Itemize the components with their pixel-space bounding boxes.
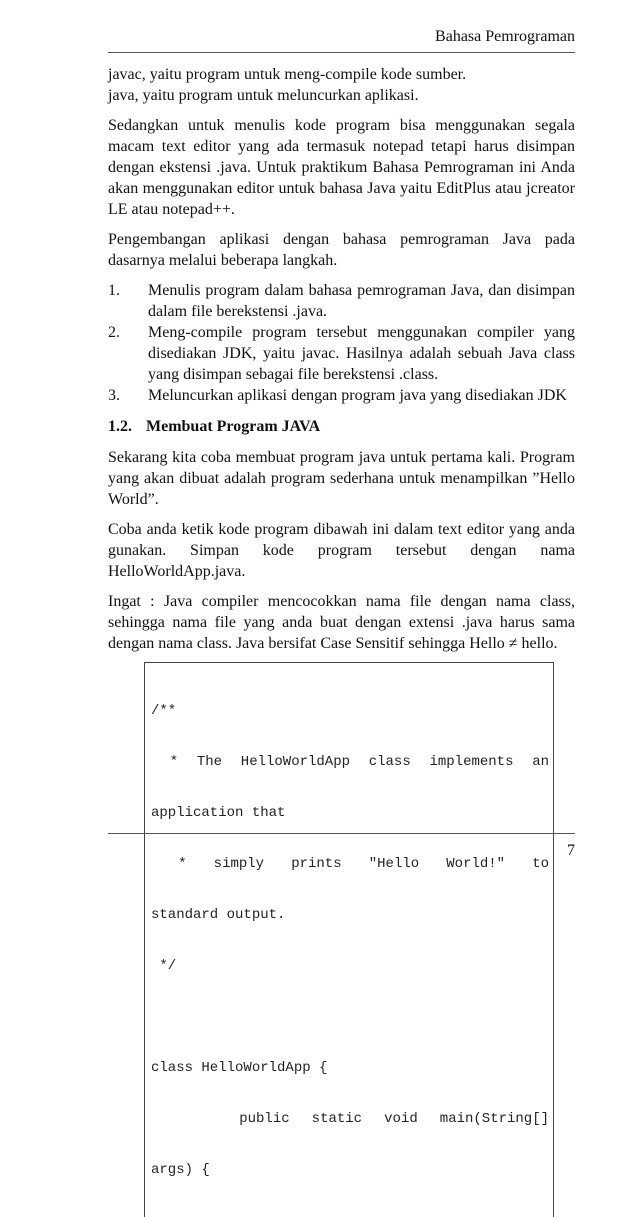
list-item-text: Meng-compile program tersebut menggunakan compiler yang disediakan JDK, yaitu javac. Hasilnya adalah sebuah Java class yang disimpan sebagai file berekstensi .class. — [148, 324, 575, 383]
running-title: Bahasa Pemrograman — [435, 28, 575, 45]
page-content — [108, 64, 575, 1217]
section-number: 1.2. — [108, 418, 132, 435]
section-title: Membuat Program JAVA — [146, 418, 321, 435]
paragraph-java: java, yaitu program untuk meluncurkan aplikasi. — [108, 87, 419, 104]
paragraph-javac: javac, yaitu program untuk meng-compile kode sumber. — [108, 66, 467, 83]
code-line: * The HelloWorldApp class implements an — [151, 754, 550, 770]
code-listing — [144, 662, 554, 1217]
section-heading — [108, 416, 575, 437]
page-number: 7 — [567, 842, 575, 859]
code-line: */ — [151, 958, 177, 974]
list-item-text: Meluncurkan aplikasi dengan program java yang disediakan JDK — [148, 387, 567, 404]
code-line: * simply prints "Hello World!" to — [151, 856, 550, 872]
code-line: args) { — [151, 1162, 210, 1178]
code-line — [151, 1009, 549, 1026]
running-header — [108, 28, 575, 53]
paragraph-editor: Sedangkan untuk menulis kode program bisa menggunakan segala macam text editor yang ada termasuk notepad tetapi harus disimpan dengan ekstensi .java. Untuk praktikum Bahasa Pemrograman ini Anda akan menggunakan editor untuk bahasa Java yaitu EditPlus atau jcreator LE atau notepad++. — [108, 117, 575, 218]
list-item-text: Menulis program dalam bahasa pemrograman Java, dan disimpan dalam file berekstensi .java. — [148, 282, 575, 320]
paragraph-note: Ingat : Java compiler mencocokkan nama file dengan nama class, sehingga nama file yang anda buat dengan extensi .java harus sama dengan nama class. Java bersifat Case Sensitif sehingga Hello ≠ hello. — [108, 593, 575, 652]
steps-list — [108, 280, 575, 406]
footer-rule — [108, 833, 575, 834]
list-item-number: 3. — [108, 387, 120, 404]
paragraph-type-code: Coba anda ketik kode program dibawah ini dalam text editor yang anda gunakan. Simpan kode program tersebut dengan nama HelloWorldApp.java. — [108, 521, 575, 580]
code-line: class HelloWorldApp { — [151, 1060, 328, 1076]
list-item — [108, 385, 575, 406]
paragraph-steps-intro: Pengembangan aplikasi dengan bahasa pemrograman Java pada dasarnya melalui beberapa langkah. — [108, 231, 575, 269]
code-line: public static void main(String[] — [151, 1111, 550, 1127]
paragraph-first-program: Sekarang kita coba membuat program java untuk pertama kali. Program yang akan dibuat adalah program sederhana untuk menampilkan ”Hello World”. — [108, 449, 575, 508]
list-item-number: 2. — [108, 324, 120, 341]
code-line: application that — [151, 805, 286, 821]
code-line: /** — [151, 703, 177, 719]
list-item-number: 1. — [108, 282, 120, 299]
code-line: standard output. — [151, 907, 286, 923]
list-item — [108, 280, 575, 322]
list-item — [108, 322, 575, 385]
